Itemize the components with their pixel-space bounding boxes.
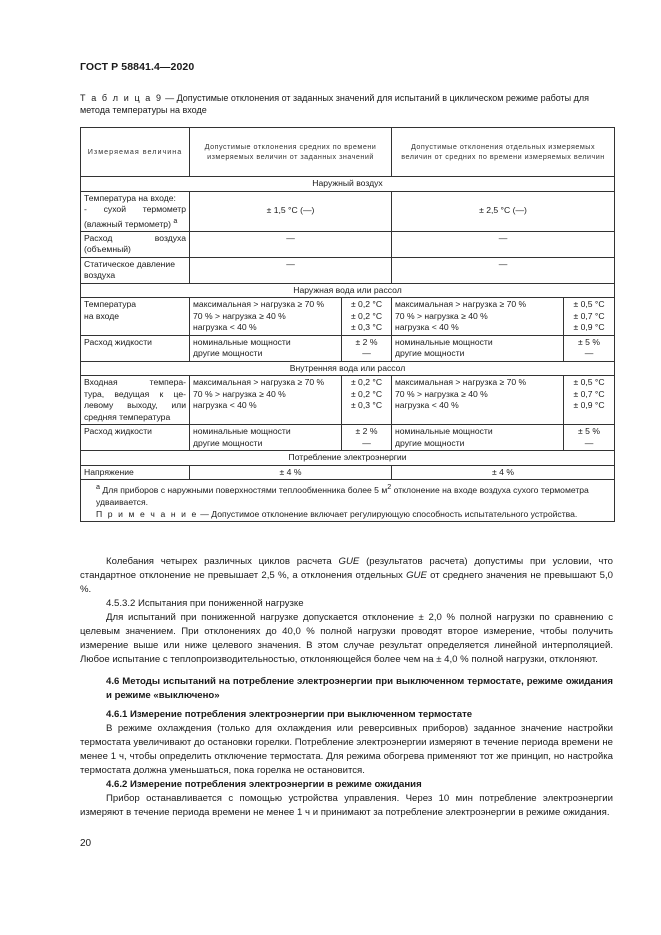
row-label-indoor-water-temp: Входная темпера- тура, ведущая к це- левому выходу, или средняя температура — [81, 376, 190, 425]
value-cell: — — [190, 231, 392, 257]
value-cell: ± 0,2 °С ± 0,2 °С ± 0,3 °С — [342, 298, 392, 336]
page-number: 20 — [80, 838, 92, 849]
heading-4532: 4.5.3.2 Испытания при пониженной нагрузке — [106, 598, 304, 609]
section-title: Потребление электроэнергии — [81, 451, 615, 466]
value-cell: — — [190, 257, 392, 283]
header-individual-deviation: Допустимые отклонения отдельных измеряемых величин от средних по времени измеряемых величин — [392, 128, 615, 177]
value-cell: ± 2 % — — [342, 335, 392, 361]
body-text — [80, 555, 613, 820]
paragraph-gue: Колебания четырех различных циклов расчета GUE (результатов расчета) допустимы при условии, что стандартное отклонение не превышает 2,5 %, а отклонения отдельных GUE от среднего значения не превышают 5,0 %. — [80, 556, 614, 595]
row-label-outdoor-water-temp: Температура на входе — [81, 298, 190, 336]
value-cell: ± 0,2 °С ± 0,2 °С ± 0,3 °С — [342, 376, 392, 425]
table-row — [81, 191, 615, 231]
table-row — [81, 298, 615, 336]
value-cell: ± 2 % — — [342, 425, 392, 451]
section-title: Наружная вода или рассол — [81, 283, 615, 298]
row-label-air-flow: Расход воздуха (объемный) — [81, 231, 190, 257]
table-footnote: $^a$ Для приборов с наружными поверхностями теплообменника более 5 $м^2$ отклонение на входе воздуха сухого термометра удваивается. П р и м е ч а н и е — Допустимое отклонение включает регулирующую способность испытательного устройства. — [81, 480, 615, 522]
document-header: ГОСТ Р 58841.4—2020 — [80, 61, 195, 73]
header-average-deviation: Допустимые отклонения средних по времени измеряемых величин от заданных значений — [190, 128, 392, 177]
header-measured-quantity: Измеряемая величина — [81, 128, 190, 177]
row-label-air-temp: Температура на входе: - сухой термометр (влажный термометр) $^a$ — [81, 191, 190, 231]
capacity-cell: номинальные мощности другие мощности — [392, 335, 564, 361]
table-caption-text: — Допустимые отклонения от заданных значений для испытаний в циклическом режиме работы для метода температуры на входе — [80, 93, 590, 115]
table-header-row — [81, 128, 615, 177]
capacity-cell: номинальные мощности другие мощности — [190, 425, 342, 451]
deviation-table — [80, 127, 615, 522]
load-levels-cell: максимальная > нагрузка ≥ 70 % 70 % > нагрузка ≥ 40 % нагрузка < 40 % — [190, 376, 342, 425]
heading-461: 4.6.1 Измерение потребления электроэнергии при выключенном термостате — [106, 709, 473, 720]
paragraph-thermostat-off: В режиме охлаждения (только для охлаждения или реверсивных приборов) заданное значение настройки термостата увеличивают до остановки горелки. Потребление электроэнергии измеряют в течение периода времени не менее 1 ч, чтобы определить отключение термостата. Для режима обогрева применяют тот же принцип, но настройка термостата должна уменьшаться, пока горелка не остановится. — [80, 723, 613, 776]
value-cell: ± 0,5 °С ± 0,7 °С ± 0,9 °С — [564, 298, 615, 336]
section-row-indoor-water — [81, 361, 615, 376]
value-cell: ± 5 % — — [564, 335, 615, 361]
table-row — [81, 335, 615, 361]
value-cell: ± 2,5 °С (—) — [392, 191, 615, 231]
value-cell: ± 1,5 °С (—) — [190, 191, 392, 231]
value-cell: — — [392, 231, 615, 257]
section-row-outdoor-air — [81, 177, 615, 192]
capacity-cell: номинальные мощности другие мощности — [392, 425, 564, 451]
row-label-voltage: Напряжение — [81, 465, 190, 480]
load-levels-cell: максимальная > нагрузка ≥ 70 % 70 % > нагрузка ≥ 40 % нагрузка < 40 % — [392, 376, 564, 425]
table-row — [81, 257, 615, 283]
paragraph-standby: Прибор останавливается с помощью устройства управления. Через 10 мин потребление электроэнергии измеряют в течение периода времени не менее 1 ч и принимают за потребление электроэнергии в режиме ожидания. — [80, 793, 613, 818]
paragraph-reduced-load: Для испытаний при пониженной нагрузке допускается отклонение ± 2,0 % полной нагрузки по сравнению с целевым значением. При отклонениях до 40,0 % полной нагрузки проводят второе измерение, чтобы получить измерение выше или ниже целевого значения. В этом случае результат определяется линейной интерполяцией. Любое испытание с теплопроизводительностью, отклоняющейся более чем на ± 4,0 % полной нагрузки, отклоняют. — [80, 612, 613, 665]
value-cell: ± 4 % — [392, 465, 615, 480]
value-cell: — — [392, 257, 615, 283]
load-levels-cell: максимальная > нагрузка ≥ 70 % 70 % > нагрузка ≥ 40 % нагрузка < 40 % — [392, 298, 564, 336]
section-title: Наружный воздух — [81, 177, 615, 192]
row-label-air-pressure: Статическое давление воздуха — [81, 257, 190, 283]
table-row — [81, 465, 615, 480]
load-levels-cell: максимальная > нагрузка ≥ 70 % 70 % > нагрузка ≥ 40 % нагрузка < 40 % — [190, 298, 342, 336]
value-cell: ± 0,5 °С ± 0,7 °С ± 0,9 °С — [564, 376, 615, 425]
section-row-power — [81, 451, 615, 466]
capacity-cell: номинальные мощности другие мощности — [190, 335, 342, 361]
heading-46: 4.6 Методы испытаний на потребление электроэнергии при выключенном термостате, режиме ожидания и режиме «выключено» — [106, 676, 613, 701]
row-label-indoor-water-flow: Расход жидкости — [81, 425, 190, 451]
section-title: Внутренняя вода или рассол — [81, 361, 615, 376]
value-cell: ± 4 % — [190, 465, 392, 480]
value-cell: ± 5 % — — [564, 425, 615, 451]
heading-462: 4.6.2 Измерение потребления электроэнергии в режиме ожидания — [106, 779, 422, 790]
table-row — [81, 376, 615, 425]
section-row-outdoor-water — [81, 283, 615, 298]
table-row — [81, 425, 615, 451]
table-caption — [80, 92, 615, 116]
table-caption-label: Т а б л и ц а 9 — [80, 93, 163, 103]
row-label-outdoor-water-flow: Расход жидкости — [81, 335, 190, 361]
table-footnote-row — [81, 480, 615, 522]
table-note: П р и м е ч а н и е — Допустимое отклонение включает регулирующую способность испытательного устройства. — [96, 509, 578, 520]
table-row — [81, 231, 615, 257]
